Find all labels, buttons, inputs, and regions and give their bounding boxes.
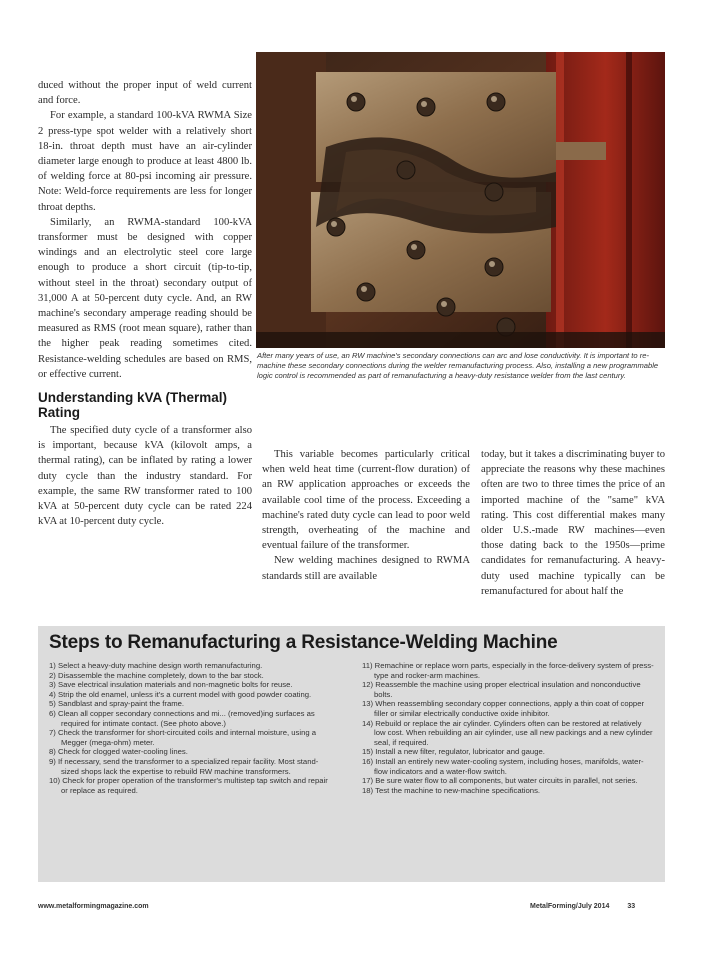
step-item: 14) Rebuild or replace the air cylinder. Cylinders often can be restored at relatively low cost. When rebuilding an air cylinder, use all new packings and a new cylinder seal, if required. xyxy=(362,718,653,747)
welder-secondary-connection-photo xyxy=(256,52,665,348)
article-paragraph: today, but it takes a discriminating buyer to appreciate the reasons why these machines often are two to three times the price of an imported machine of the "same" kVA rating. This cost differential makes many older U.S.-made RW machines—even those dating back to the 1950s—prime candidates for remanufacturing. A heavy-duty used machine typically can be remanufactured for about half the xyxy=(481,449,665,597)
steps-sidebar xyxy=(38,626,665,882)
article-paragraph: New welding machines designed to RWMA standards still are available xyxy=(262,555,470,582)
step-item: 17) Be sure water flow to all components, but water circuits in parallel, not series. xyxy=(362,776,638,786)
steps-list-left xyxy=(49,661,336,795)
step-item: 10) Check for proper operation of the transformer's multistep tap switch and repair or replace as required. xyxy=(49,776,328,795)
article-paragraph: For example, a standard 100-kVA RWMA Size 2 press-type spot welder with a relatively short 18-in. throat depth must have an air-cylinder diameter large enough to produce at least 4800 lb. of welding force at 80-psi incoming air pressure. Note: Weld-force requirements are less for longer throat depths. xyxy=(38,110,252,213)
section-subhead: Understanding kVA (Thermal) Rating xyxy=(38,390,228,421)
article-paragraph: This variable becomes particularly critical when weld heat time (current-flow duration) of an RW application approaches or exceeds the available cool time of the process. Exceeding a machine's rated duty cycle can lead to poor weld strength, overheating of the machine and eventual failure of the transformer. xyxy=(262,449,470,552)
page-number: 33 xyxy=(627,903,636,910)
steps-list-right xyxy=(362,661,654,795)
footer-right xyxy=(530,903,635,910)
sidebar-title: Steps to Remanufacturing a Resistance-Welding Machine xyxy=(49,632,558,653)
article-column-right xyxy=(481,447,665,599)
photo-illustration xyxy=(256,52,665,348)
article-paragraph: The specified duty cycle of a transformer also is important, because kVA (kilovolt amps, a thermal rating), can be inflated by rating a lower duty cycle than the industry standard. For example, the same RW transformer rated to 100 kVA at 50-percent duty cycle can be rated 224 kVA at 10-percent duty cycle. xyxy=(38,425,252,528)
step-item: 6) Clean all copper secondary connections and mi... (removed)ing surfaces as required for intimate contact. (See photo above.) xyxy=(49,708,315,728)
footer-website: www.metalformingmagazine.com xyxy=(38,903,149,910)
step-item: 16) Install an entirely new water-cooling system, including hoses, manifolds, water-flow indicators and a water-flow switch. xyxy=(362,756,644,776)
step-item: 4) Strip the old enamel, unless it's a current model with good powder coating. xyxy=(49,689,312,699)
article-paragraph: duced without the proper input of weld current and force. xyxy=(38,80,252,107)
step-item: 8) Check for clogged water-cooling lines. xyxy=(49,747,188,757)
photo-caption: After many years of use, an RW machine's secondary connections can arc and lose conductivity. It is important to re-machine these secondary connections during the welder remanufacturing process. Also, installing a new programmable logic control is recommended as part of remanufacturing a heavy-duty resistance welder from the last century. xyxy=(257,351,659,381)
step-item: 9) If necessary, send the transformer to a specialized repair facility. Most stand-sized shops lack the expertise to rebuild RW machine transformers. xyxy=(49,756,319,776)
step-item: 18) Test the machine to new-machine specifications. xyxy=(362,785,541,795)
step-item: 15) Install a new filter, regulator, lubricator and gauge. xyxy=(362,747,545,757)
step-item: 12) Reassemble the machine using proper electrical insulation and nonconductive bolts. xyxy=(362,680,641,699)
article-column-left xyxy=(38,78,252,529)
step-item: 3) Save electrical insulation materials and non-magnetic bolts for reuse. xyxy=(49,680,293,690)
step-item: 13) When reassembling secondary copper connections, apply a thin coat of copper filler or similar electrically conductive oxide inhibitor. xyxy=(362,699,645,718)
step-item: 2) Disassemble the machine completely, down to the bar stock. xyxy=(49,670,264,680)
step-item: 1) Select a heavy-duty machine design worth remanufacturing. xyxy=(49,661,263,670)
step-item: 7) Check the transformer for short-circuited coils and internal moisture, using a Megger (mega-ohm) meter. xyxy=(49,728,317,747)
footer-magazine-issue: MetalForming/July 2014 xyxy=(530,903,610,910)
article-column-middle xyxy=(262,447,470,584)
step-item: 11) Remachine or replace worn parts, especially in the force-delivery system of press-type and rocker-arm machines. xyxy=(362,661,654,680)
step-item: 5) Sandblast and spray-paint the frame. xyxy=(49,699,185,709)
article-paragraph: Similarly, an RWMA-standard 100-kVA transformer must be designed with copper windings and an electrolytic steel core large enough to produce a short circuit (tip-to-tip, without steel in the throat) secondary output of 31,000 A at 50-percent duty cycle. And, an RW machine's secondary amperage reading should be measured as RMS (root mean square), rather than the higher peak reading sometimes cited. Resistance-welding schedules are based on RMS, or effective current. xyxy=(38,216,252,380)
